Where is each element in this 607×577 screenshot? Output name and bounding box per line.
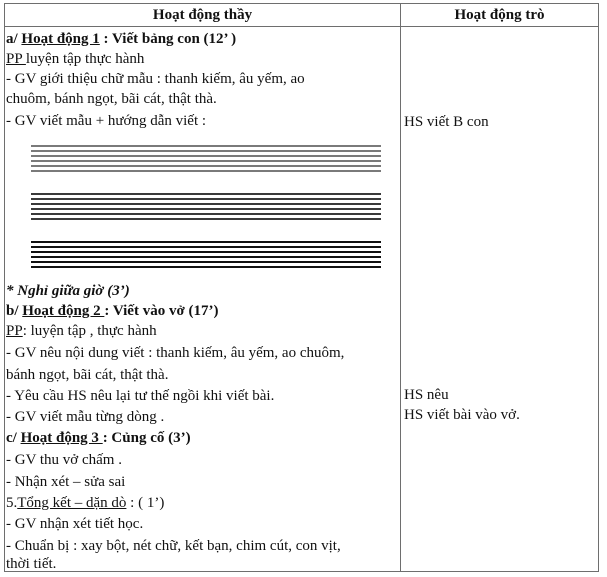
- activity2-line4: - GV viết mẫu từng dòng .: [6, 409, 165, 425]
- summary-line1: - GV nhận xét tiết học.: [6, 516, 144, 532]
- header-student-activity: Hoạt động trò: [454, 7, 545, 23]
- summary-heading: 5.Tổng kết – dặn dò : ( 1’): [6, 495, 165, 511]
- activity1-title: Hoạt động 1: [21, 31, 100, 47]
- activity3-title: Hoạt động 3: [20, 430, 103, 446]
- student-item-2: HS nêu: [404, 387, 449, 403]
- activity2-line2: bánh ngọt, bãi cát, thật thà.: [6, 367, 169, 383]
- activity3-line1: - GV thu vở chấm .: [6, 452, 122, 468]
- student-item-1: HS viết B con: [404, 114, 489, 130]
- header-teacher-activity: Hoạt động thầy: [152, 7, 253, 23]
- column-divider: [400, 4, 401, 571]
- break-note: * Nghỉ giữa giờ (3’): [6, 283, 130, 299]
- handwriting-lines-group-2: [31, 193, 381, 221]
- activity1-line1: - GV giới thiệu chữ mẫu : thanh kiếm, âu yếm, ao: [6, 71, 305, 87]
- activity2-line1: - GV nêu nội dung viết : thanh kiếm, âu yếm, ao chuôm,: [6, 345, 345, 361]
- handwriting-lines-group-3: [31, 241, 381, 269]
- activity2-title: Hoạt động 2: [22, 303, 105, 319]
- activity2-line3: - Yêu cầu HS nêu lại tư thế ngồi khi viết bài.: [6, 388, 275, 404]
- activity1-line2: chuôm, bánh ngọt, bãi cát, thật thà.: [6, 91, 217, 107]
- summary-title: Tổng kết – dặn dò: [17, 495, 127, 511]
- summary-line2: - Chuẩn bị : xay bột, nét chữ, kết bạn, chim cút, con vịt,: [6, 538, 341, 554]
- student-item-3: HS viết bài vào vở.: [404, 407, 520, 423]
- activity2-method: PP: luyện tập , thực hành: [6, 323, 157, 339]
- handwriting-lines-group-1: [31, 145, 381, 173]
- activity3-heading: c/ Hoạt động 3 : Củng cố (3’): [6, 430, 191, 446]
- activity2-heading: b/ Hoạt động 2 : Viết vào vở (17’): [6, 303, 219, 319]
- activity1-line3: - GV viết mẫu + hướng dẫn viết :: [6, 113, 207, 129]
- activity1-method: PP luyện tập thực hành: [6, 51, 145, 67]
- activity3-line2: - Nhận xét – sửa sai: [6, 474, 126, 490]
- activity1-heading: a/ Hoạt động 1 : Viết bảng con (12’ ): [6, 31, 237, 47]
- summary-line3: thời tiết.: [6, 556, 57, 572]
